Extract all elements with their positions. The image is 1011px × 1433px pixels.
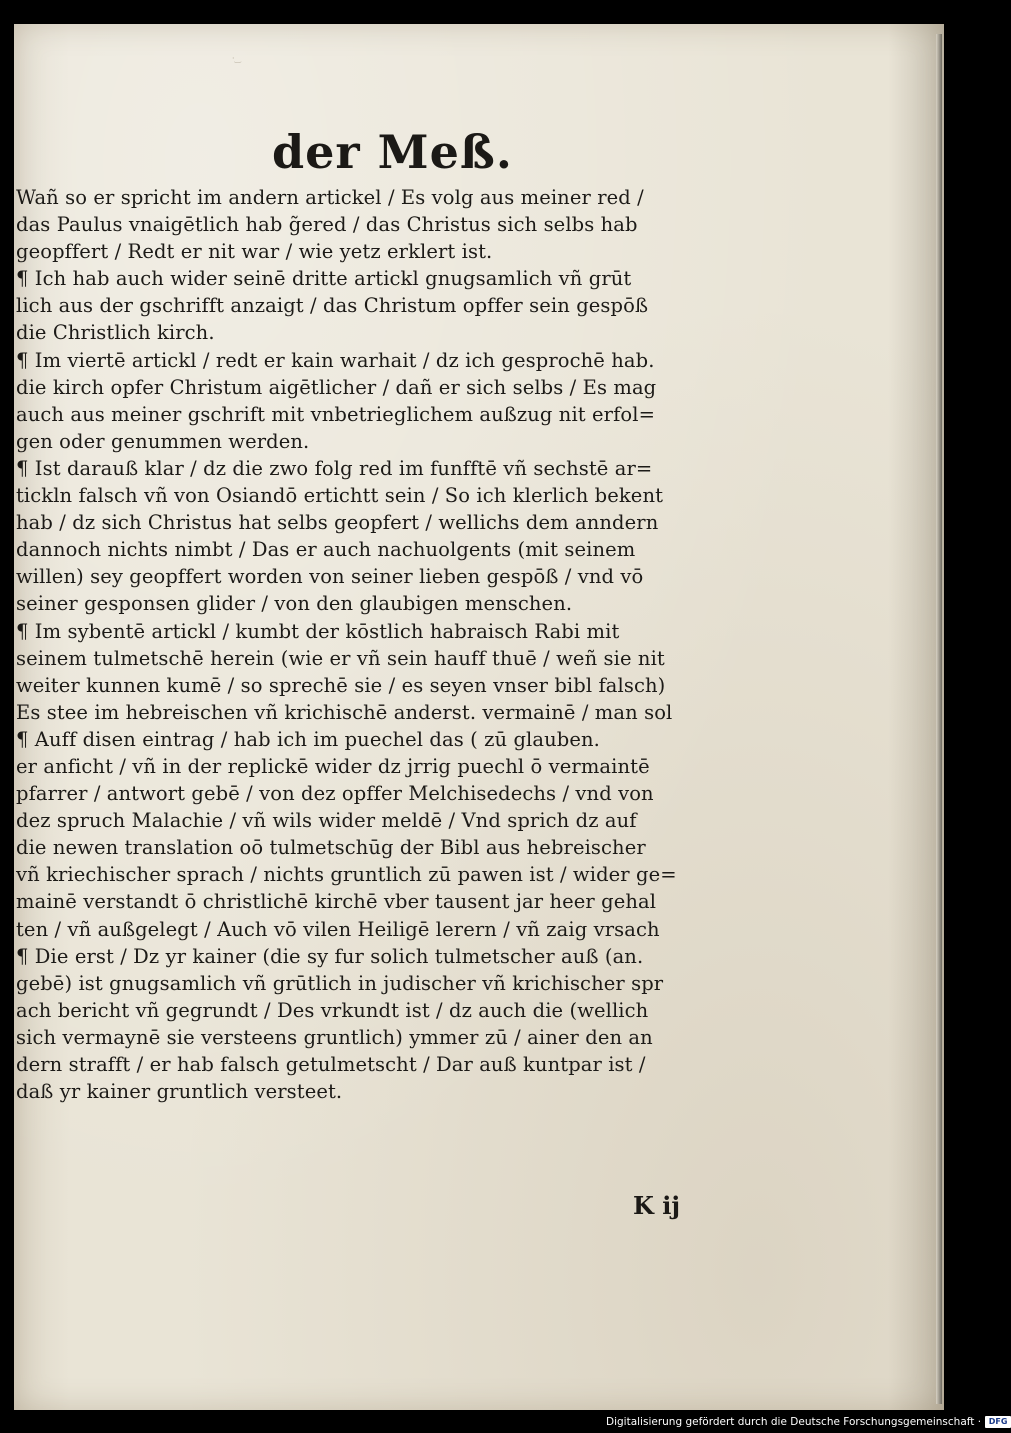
- page-speck: ·‿: [232, 54, 241, 63]
- text-line: die Christlich kirch.: [16, 321, 215, 345]
- text-line: die newen translation oō tulmetschūg der Bibl aus hebreischer: [16, 836, 646, 860]
- text-line: ten / vñ außgelegt / Auch vō vilen Heiligē lerern / vñ zaig vrsach: [16, 917, 660, 941]
- text-line: auch aus meiner gschrift mit vnbetrieglichem außzug nit erfol=: [16, 402, 656, 426]
- running-head: der Meß.: [272, 125, 513, 179]
- text-line: vñ kriechischer sprach / nichts gruntlich zū pawen ist / wider ge=: [16, 863, 677, 887]
- text-line: sich vermaynē sie versteens gruntlich) ymmer zū / ainer den an: [16, 1025, 653, 1049]
- text-line: lich aus der gschrifft anzaigt / das Christum opffer sein gespōß: [16, 294, 649, 318]
- text-line: ¶ Ist darauß klar / dz die zwo folg red im funfftē vñ sechstē ar=: [16, 456, 653, 480]
- footer-credit: [606, 1413, 1011, 1431]
- text-line: er anficht / vñ in der replickē wider dz jrrig puechl ō vermaintē: [16, 754, 650, 778]
- text-line: ¶ Ich hab auch wider seinē dritte artickl gnugsamlich vñ grūt: [16, 267, 632, 291]
- text-line: ¶ Im sybentē artickl / kumbt der kōstlich habraisch Rabi mit: [16, 619, 620, 643]
- text-line: willen) sey geopffert worden von seiner lieben gespōß / vnd vō: [16, 565, 644, 589]
- text-line: ach bericht vñ gegrundt / Des vrkundt ist / dz auch die (wellich: [16, 998, 649, 1022]
- text-line: dern strafft / er hab falsch getulmetscht / Dar auß kuntpar ist /: [16, 1053, 646, 1076]
- text-line: ¶ Die erst / Dz yr kainer (die sy fur solich tulmetscher auß (an.: [16, 944, 644, 968]
- text-line: mainē verstandt ō christlichē kirchē vber tausent jar heer gehal: [16, 890, 657, 914]
- text-line: das Paulus vnaigētlich hab g̃ered / das Christus sich selbs hab: [16, 213, 638, 237]
- text-line: die kirch opfer Christum aigētlicher / dañ er sich selbs / Es mag: [16, 375, 657, 399]
- text-line: gen oder genummen werden.: [16, 429, 310, 453]
- text-line: dez spruch Malachie / vñ wils wider meldē / Vnd sprich dz auf: [16, 809, 637, 833]
- text-line: hab / dz sich Christus hat selbs geopfert / wellichs dem anndern: [16, 511, 659, 535]
- text-line: ¶ Im viertē artickl / redt er kain warhait / dz ich gesprochē hab.: [16, 348, 655, 372]
- text-line: Es stee im hebreischen vñ krichischē anderst. vermainē / man sol: [16, 700, 673, 724]
- text-line: tickln falsch vñ von Osiandō ertichtt sein / So ich klerlich bekent: [16, 484, 664, 508]
- dfg-logo: DFG: [985, 1416, 1011, 1428]
- text-line: daß yr kainer gruntlich versteet.: [16, 1080, 343, 1104]
- text-line: pfarrer / antwort gebē / von dez opffer Melchisedechs / vnd von: [16, 782, 654, 806]
- credit-text: Digitalisierung gefördert durch die Deutsche Forschungsgemeinschaft ·: [606, 1416, 982, 1428]
- text-line: seinem tulmetschē herein (wie er vñ sein hauff thuē / weñ sie nit: [16, 646, 665, 670]
- text-line: ¶ Auff disen eintrag / hab ich im puechel das ( zū glauben.: [16, 727, 600, 751]
- text-line: dannoch nichts nimbt / Das er auch nachuolgents (mit seinem: [16, 538, 636, 562]
- text-line: gebē) ist gnugsamlich vñ grūtlich in judischer vñ krichischer spr: [16, 971, 664, 995]
- body-text: [16, 184, 738, 1184]
- page-edge: [936, 34, 942, 1404]
- text-line: geopffert / Redt er nit war / wie yetz erklert ist.: [16, 240, 493, 264]
- text-line: seiner gesponsen glider / von den glaubigen menschen.: [16, 592, 573, 616]
- text-line: weiter kunnen kumē / so sprechē sie / es seyen vnser bibl falsch): [16, 673, 666, 697]
- signature-mark: K ij: [633, 1191, 681, 1220]
- text-line: Wañ so er spricht im andern artickel / Es volg aus meiner red /: [16, 186, 644, 209]
